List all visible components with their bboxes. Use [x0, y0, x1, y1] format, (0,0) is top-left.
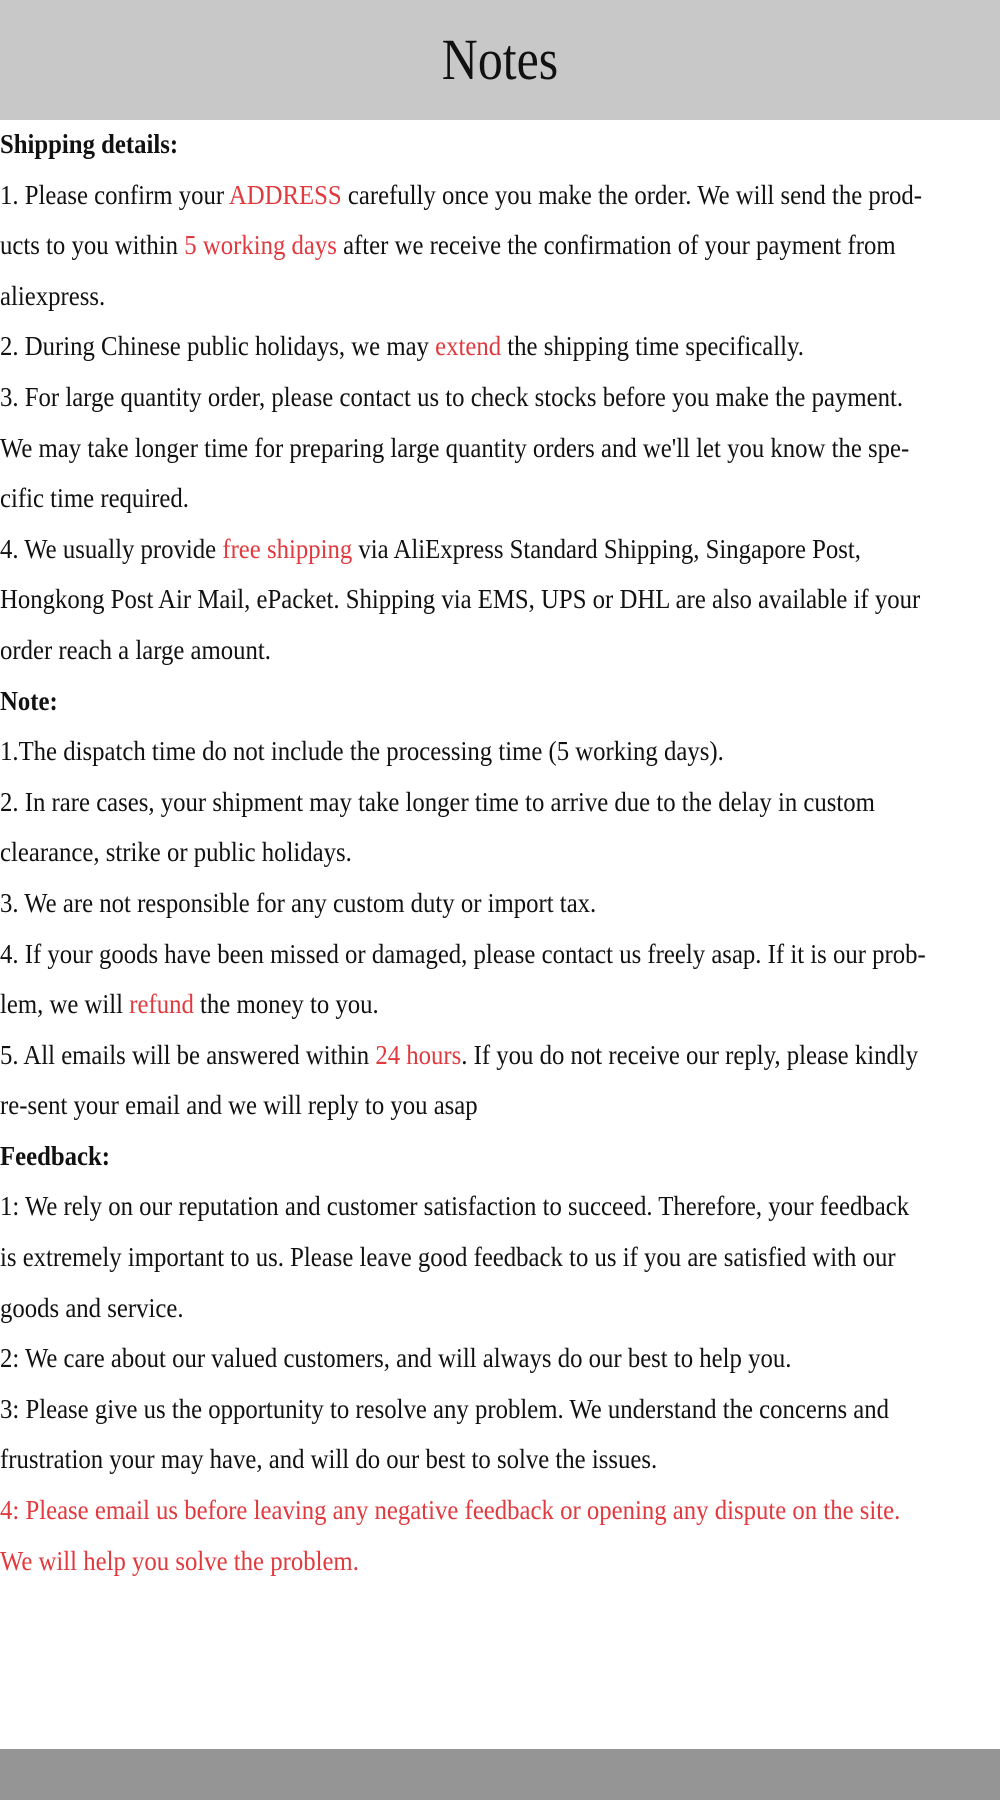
text: clearance, strike or public holidays.	[0, 836, 352, 868]
text: after we receive the confirmation of your payment from	[336, 229, 896, 261]
text-line	[0, 625, 1000, 676]
highlight-extend: extend	[435, 330, 502, 362]
text-line	[0, 524, 1000, 575]
highlight-24-hours: 24 hours	[375, 1038, 462, 1070]
text-line	[0, 1384, 1000, 1435]
text-line	[0, 372, 1000, 423]
text: lem, we will	[0, 988, 130, 1020]
text: 3. For large quantity order, please contact us to check stocks before you make the payment.	[0, 380, 904, 412]
note-list	[0, 726, 1000, 1131]
text-line	[0, 1333, 1000, 1384]
text: order reach a large amount.	[0, 633, 271, 665]
text-line	[0, 979, 1000, 1030]
highlight-refund: refund	[129, 988, 194, 1020]
text: cific time required.	[0, 482, 189, 514]
text-line	[0, 423, 1000, 474]
text-line	[0, 473, 1000, 524]
text: 3. We are not responsible for any custom duty or import tax.	[0, 886, 597, 918]
footer-bar	[0, 1749, 1000, 1800]
text: 1.The dispatch time do not include the processing time (5 working days).	[0, 735, 724, 767]
text: We may take longer time for preparing large quantity orders and we'll let you know the spe-	[0, 431, 910, 463]
text: 1: We rely on our reputation and customer satisfaction to succeed. Therefore, your feedback	[0, 1190, 910, 1222]
highlight-address: ADDRESS	[228, 178, 342, 210]
text: goods and service.	[0, 1291, 184, 1323]
text-line	[0, 1080, 1000, 1131]
text: aliexpress.	[0, 279, 106, 311]
section-heading-note: Note:	[0, 684, 58, 716]
text: frustration your may have, and will do our best to solve the issues.	[0, 1443, 658, 1475]
text-line	[0, 321, 1000, 372]
notes-header-bar	[0, 0, 1000, 120]
text-line	[0, 878, 1000, 929]
text-line	[0, 1232, 1000, 1283]
text: via AliExpress Standard Shipping, Singapore Post,	[352, 532, 861, 564]
text-line	[0, 929, 1000, 980]
text: 4. If your goods have been missed or damaged, please contact us freely asap. If it is our prob-	[0, 937, 926, 969]
text-line	[0, 271, 1000, 322]
text: . If you do not receive our reply, please kindly	[461, 1038, 919, 1070]
text: carefully once you make the order. We will send the prod-	[341, 178, 923, 210]
text-line	[0, 1181, 1000, 1232]
text-line	[0, 220, 1000, 271]
highlight-free-shipping: free shipping	[222, 532, 353, 564]
highlight-working-days: 5 working days	[184, 229, 337, 261]
warning-line: We will help you solve the problem.	[0, 1544, 359, 1576]
text-line	[0, 170, 1000, 221]
text: is extremely important to us. Please leave good feedback to us if you are satisfied with our	[0, 1241, 896, 1273]
text-line	[0, 574, 1000, 625]
text: 2: We care about our valued customers, and will always do our best to help you.	[0, 1342, 792, 1374]
notes-content	[0, 119, 1000, 1586]
text: 2. In rare cases, your shipment may take longer time to arrive due to the delay in custom	[0, 785, 875, 817]
warning-line: 4: Please email us before leaving any negative feedback or opening any dispute on the site.	[0, 1494, 901, 1526]
text: 3: Please give us the opportunity to resolve any problem. We understand the concerns and	[0, 1392, 890, 1424]
text: 4. We usually provide	[0, 532, 223, 564]
text: Hongkong Post Air Mail, ePacket. Shipping via EMS, UPS or DHL are also available if your	[0, 583, 921, 615]
text: 1. Please confirm your	[0, 178, 229, 210]
shipping-details-list	[0, 170, 1000, 676]
text: 2. During Chinese public holidays, we may	[0, 330, 436, 362]
text: the money to you.	[193, 988, 379, 1020]
text: ucts to you within	[0, 229, 185, 261]
section-heading-shipping: Shipping details:	[0, 128, 179, 159]
text: the shipping time specifically.	[501, 330, 804, 362]
text-line	[0, 1283, 1000, 1334]
text: re-sent your email and we will reply to you asap	[0, 1089, 478, 1121]
text-line	[0, 827, 1000, 878]
text-line	[0, 1434, 1000, 1485]
section-heading-feedback: Feedback:	[0, 1139, 110, 1171]
text: 5. All emails will be answered within	[0, 1038, 376, 1070]
feedback-list	[0, 1181, 1000, 1586]
text-line	[0, 726, 1000, 777]
text-line	[0, 1030, 1000, 1081]
text-line	[0, 777, 1000, 828]
page-title: Notes	[441, 27, 559, 92]
